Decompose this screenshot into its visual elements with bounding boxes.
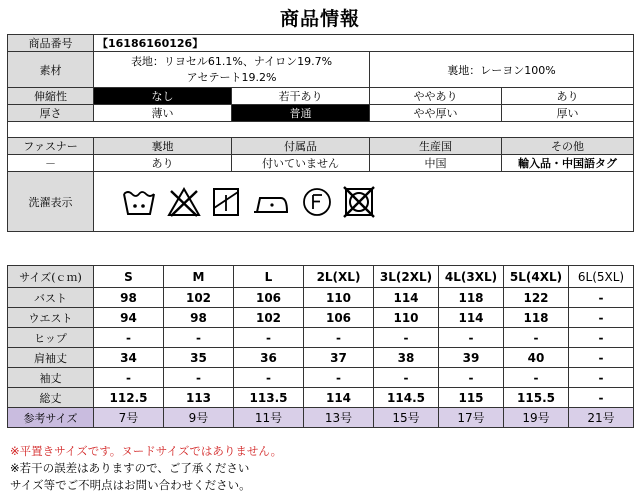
row-label: 参考サイズ [8,408,94,428]
size-table [7,265,634,428]
spacer-row [8,122,634,138]
table-cell: 7号 [94,408,164,428]
material-lining: 裏地：レーヨン100% [370,52,634,88]
table-cell: - [569,308,634,328]
table-cell: 102 [234,308,304,328]
product-no-value: 【16186160126】 [94,35,634,52]
size-col-m: M [164,266,234,288]
table-cell: 110 [304,288,374,308]
table-cell: 13号 [304,408,374,428]
table-cell: 115 [439,388,504,408]
no-bleach-icon [167,186,201,218]
thickness-label: 厚さ [8,105,94,122]
table-cell: 98 [94,288,164,308]
note-contact: サイズ等でご不明点はお問い合わせください。 [10,478,251,492]
table-row-sleeve [8,368,634,388]
table-cell: 11号 [234,408,304,428]
page-title: 商品情報 [279,8,360,30]
table-cell: 115.5 [504,388,569,408]
table-cell: 94 [94,308,164,328]
table-cell: 17号 [439,408,504,428]
table-cell: - [374,328,439,348]
table-cell: - [234,328,304,348]
table-cell: 39 [439,348,504,368]
table-cell: 110 [374,308,439,328]
table-cell: - [304,328,374,348]
table-cell: 98 [164,308,234,328]
table-cell: - [304,368,374,388]
table-cell: 34 [94,348,164,368]
table-cell: - [569,348,634,368]
stretch-option-yes: あり [502,88,634,105]
size-col-3l: 3L(2XL) [374,266,439,288]
care-icons-cell [94,172,634,232]
dry-clean-f-icon [301,186,333,218]
product-no-label: 商品番号 [8,35,94,52]
origin-value: 中国 [370,155,502,172]
table-cell: - [164,368,234,388]
other-value: 輸入品・中国語タグ [502,155,634,172]
size-col-s: S [94,266,164,288]
table-row-shoulder-sleeve [8,348,634,368]
table-cell: - [94,328,164,348]
size-col-2l: 2L(XL) [304,266,374,288]
table-cell: 21号 [569,408,634,428]
table-cell: - [439,368,504,388]
row-label: ウエスト [8,308,94,328]
table-cell: - [439,328,504,348]
table-row-waist [8,308,634,328]
table-cell: - [569,288,634,308]
thickness-option-normal: 普通 [232,105,370,122]
table-cell: - [94,368,164,388]
fastener-label: ファスナー [8,138,94,155]
table-cell: 9号 [164,408,234,428]
size-col-5l: 5L(4XL) [504,266,569,288]
material-outer-line2: アセテート19.2% [186,70,277,84]
fastener-value: － [8,155,94,172]
table-cell: 114 [304,388,374,408]
thickness-option-somewhat-thick: やや厚い [370,105,502,122]
care-label: 洗濯表示 [8,172,94,232]
table-cell: 106 [234,288,304,308]
table-cell: 112.5 [94,388,164,408]
note-tolerance: ※若干の誤差はありますので、ご了承ください [10,461,250,475]
thickness-option-thin: 薄い [94,105,232,122]
origin-header: 生産国 [370,138,502,155]
table-cell: 15号 [374,408,439,428]
no-tumble-dry-icon [343,186,375,218]
notes [10,443,282,494]
product-info-table [7,34,634,232]
iron-low-icon [251,186,291,218]
table-cell: 40 [504,348,569,368]
row-label: ヒップ [8,328,94,348]
table-cell: 113.5 [234,388,304,408]
stretch-option-none: なし [94,88,232,105]
table-cell: - [374,368,439,388]
table-cell: 114 [439,308,504,328]
table-cell: - [569,328,634,348]
table-cell: 102 [164,288,234,308]
table-cell: 19号 [504,408,569,428]
material-label: 素材 [8,52,94,88]
table-cell: - [569,368,634,388]
size-col-l: L [234,266,304,288]
row-label: 総丈 [8,388,94,408]
table-cell: - [569,388,634,408]
table-cell: 118 [439,288,504,308]
other-header: その他 [502,138,634,155]
table-row-total-length [8,388,634,408]
table-cell: 35 [164,348,234,368]
lining-header: 裏地 [94,138,232,155]
accessories-header: 付属品 [232,138,370,155]
table-cell: 122 [504,288,569,308]
note-flat-measure: ※平置きサイズです。ヌードサイズではありません。 [10,444,283,458]
size-col-6l: 6L(5XL) [569,266,634,288]
table-cell: - [234,368,304,388]
material-outer [94,52,370,88]
material-outer-line1: 表地：リヨセル61.1%、ナイロン19.7% [130,54,333,68]
table-cell: - [164,328,234,348]
wash-tub-40-icon [121,186,157,218]
table-cell: 38 [374,348,439,368]
table-cell: - [504,328,569,348]
table-cell: 36 [234,348,304,368]
table-row-hip [8,328,634,348]
table-cell: 114 [374,288,439,308]
table-row-reference-size [8,408,634,428]
size-col-4l: 4L(3XL) [439,266,504,288]
lining-value: あり [94,155,232,172]
table-cell: 113 [164,388,234,408]
row-label: 肩袖丈 [8,348,94,368]
table-cell: 106 [304,308,374,328]
table-cell: 118 [504,308,569,328]
table-row-bust [8,288,634,308]
table-cell: 114.5 [374,388,439,408]
stretch-label: 伸縮性 [8,88,94,105]
accessories-value: 付いていません [232,155,370,172]
line-dry-icon [211,186,241,218]
row-label: 袖丈 [8,368,94,388]
size-header-label: サイズ(ｃｍ) [8,266,94,288]
thickness-option-thick: 厚い [502,105,634,122]
table-cell: - [504,368,569,388]
table-cell: 37 [304,348,374,368]
stretch-option-slight: 若干あり [232,88,370,105]
stretch-option-somewhat: ややあり [370,88,502,105]
row-label: バスト [8,288,94,308]
